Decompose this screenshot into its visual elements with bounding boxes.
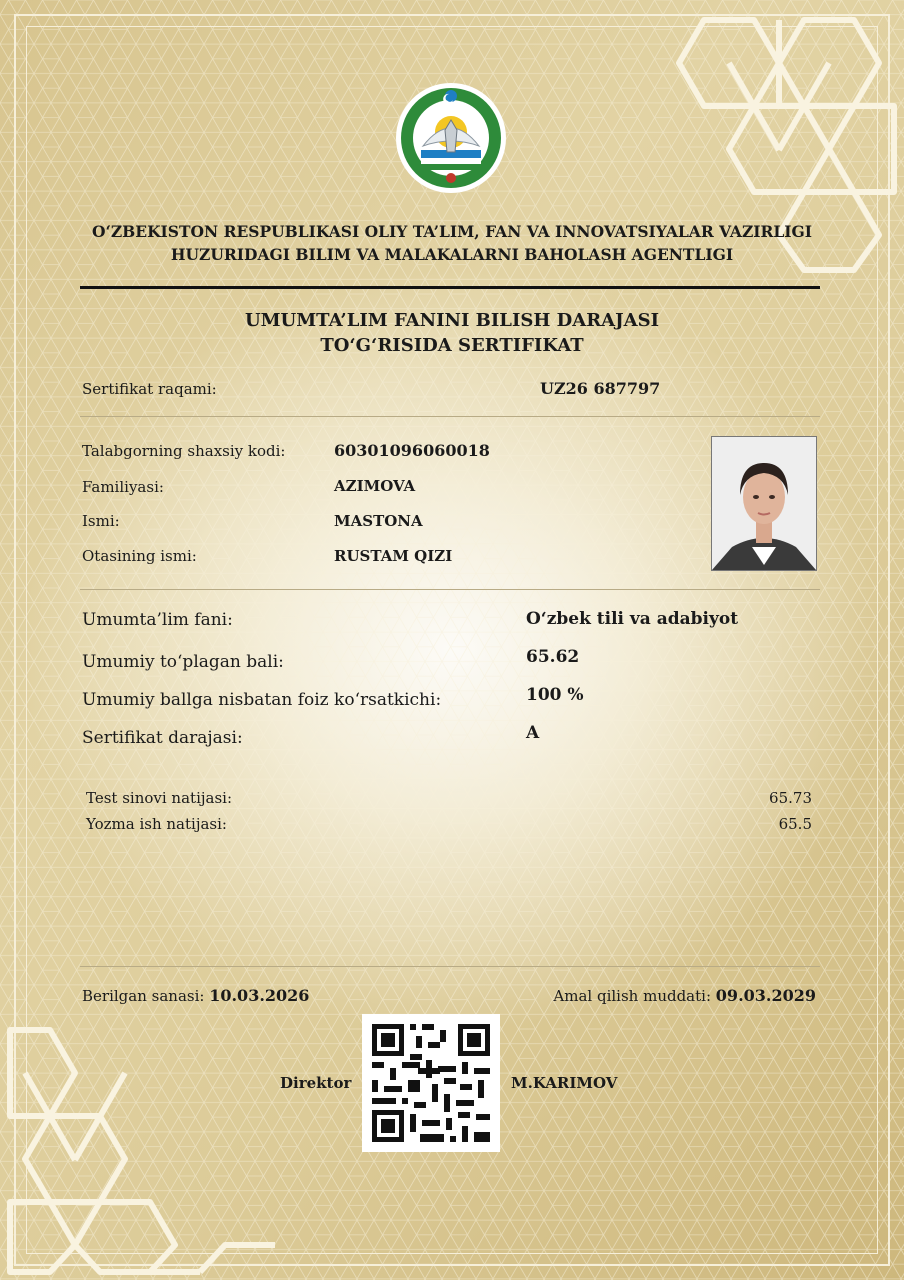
divider-1 — [80, 416, 820, 417]
title-line-2: TO‘G‘RISIDA SERTIFIKAT — [320, 335, 584, 356]
written-result-value: 65.5 — [778, 815, 812, 833]
valid-until-value: 09.03.2029 — [715, 986, 816, 1005]
test-result-value: 65.73 — [769, 789, 812, 807]
qr-code-graphic — [362, 1014, 500, 1152]
surname-value: AZIMOVA — [334, 477, 416, 495]
level-value: A — [526, 723, 540, 743]
ministry-line-2: HUZURIDAGI BILIM VA MALAKALARNI BAHOLASH AGENTLIGI — [170, 245, 734, 264]
personal-code-label: Talabgorning shaxsiy kodi: — [82, 442, 286, 460]
divider-2 — [80, 589, 820, 590]
ministry-heading — [40, 220, 864, 266]
subject-label: Umumta’lim fani: — [82, 610, 233, 630]
certificate-number-label: Sertifikat raqami: — [82, 380, 217, 398]
state-emblem-icon — [393, 80, 509, 196]
valid-until-date — [553, 986, 816, 1005]
score-value: 65.62 — [526, 647, 580, 667]
patronymic-value: RUSTAM QIZI — [334, 547, 453, 565]
level-label: Sertifikat darajasi: — [82, 728, 243, 748]
person-photo — [711, 436, 817, 571]
test-result-label: Test sinovi natijasi: — [86, 789, 233, 807]
divider-3 — [80, 966, 820, 967]
score-label: Umumiy to‘plagan bali: — [82, 652, 284, 672]
corner-ornament-bottom-left — [0, 1010, 290, 1280]
patronymic-label: Otasining ismi: — [82, 547, 197, 565]
valid-until-label: Amal qilish muddati: — [553, 987, 712, 1005]
issued-date-value: 10.03.2026 — [209, 986, 310, 1005]
name-value: MASTONA — [334, 512, 423, 530]
director-name: M.KARIMOV — [511, 1074, 618, 1092]
portrait-image — [712, 437, 816, 570]
surname-label: Familiyasi: — [82, 478, 164, 496]
subject-value: O‘zbek tili va adabiyot — [526, 609, 739, 629]
title-line-1: UMUMTA’LIM FANINI BILISH DARAJASI — [244, 310, 660, 331]
qr-code-icon[interactable] — [362, 1014, 500, 1152]
certificate-title — [40, 308, 864, 358]
personal-code-value: 60301096060018 — [334, 441, 490, 460]
issued-date-label: Berilgan sanasi: — [82, 987, 205, 1005]
certificate-number-value: UZ26 687797 — [540, 379, 661, 398]
heading-divider — [80, 286, 820, 289]
percent-value: 100 % — [526, 685, 584, 705]
written-result-label: Yozma ish natijasi: — [86, 815, 227, 833]
director-title: Direktor — [280, 1074, 352, 1092]
percent-label: Umumiy ballga nisbatan foiz ko‘rsatkichi: — [82, 690, 442, 710]
ministry-line-1: O‘ZBEKISTON RESPUBLIKASI OLIY TA’LIM, FAN VA INNOVATSIYALAR VAZIRLIGI — [91, 222, 813, 241]
name-label: Ismi: — [82, 512, 120, 530]
issued-date — [82, 986, 309, 1005]
